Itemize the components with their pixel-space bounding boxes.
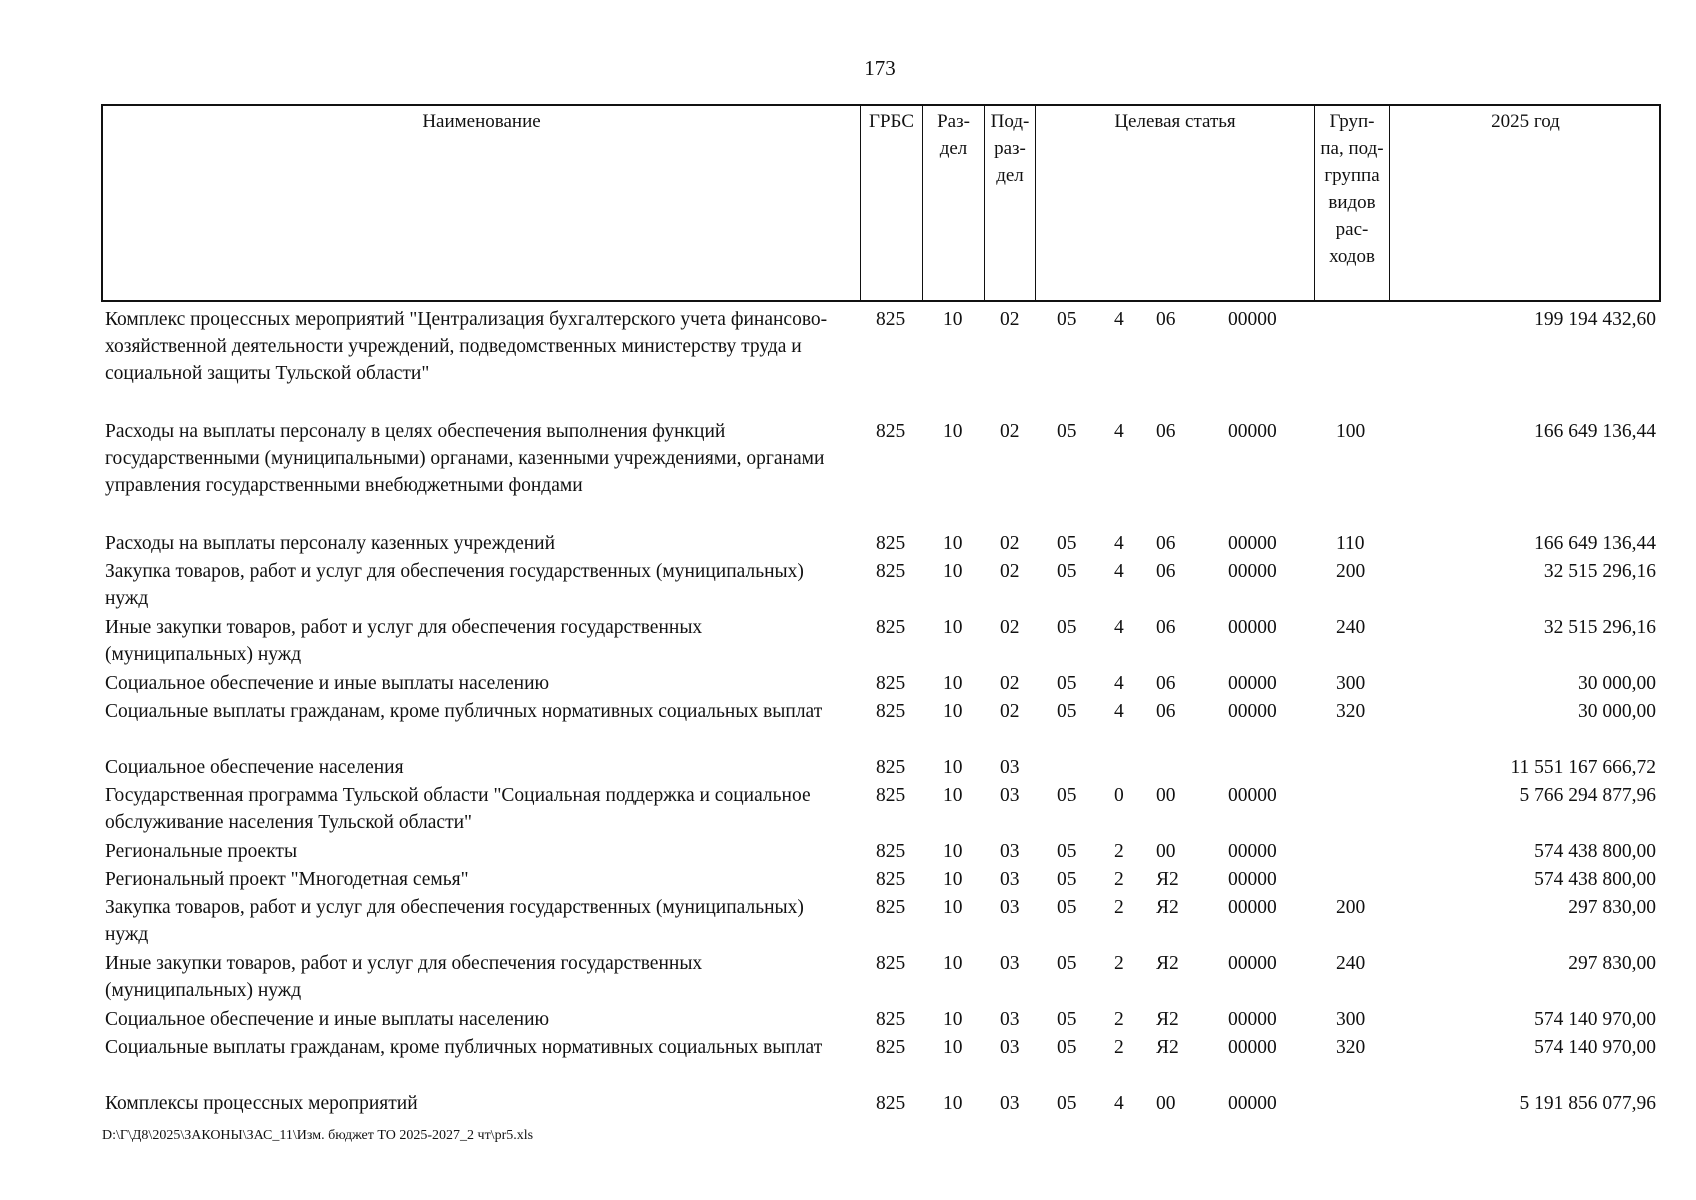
row-name: Государственная программа Тульской области "Социальная поддержка и социальное обслуживание населения Тульской области"	[105, 785, 811, 833]
row-razdel: 10	[943, 701, 963, 722]
row-target-type: 4	[1114, 701, 1124, 722]
row-target-program: 05	[1057, 701, 1077, 722]
row-grbs: 825	[876, 561, 906, 582]
row-name: Региональный проект "Многодетная семья"	[105, 869, 469, 890]
row-podrazdel: 03	[1000, 1093, 1020, 1114]
row-amount: 574 438 800,00	[1534, 841, 1656, 862]
row-target-direction: 00000	[1228, 785, 1277, 806]
row-razdel: 10	[943, 757, 963, 778]
row-grbs: 825	[876, 701, 906, 722]
row-razdel: 10	[943, 421, 963, 442]
header-target-label: Целевая статья	[1114, 111, 1236, 132]
row-podrazdel: 03	[1000, 869, 1020, 890]
row-amount: 297 830,00	[1568, 897, 1656, 918]
row-name: Комплекс процессных мероприятий "Централизация бухгалтерского учета финансово-хозяйственной деятельности учреждений, подведомственных министерству труда и социальной защиты Тульской области"	[105, 309, 828, 384]
row-expense-group: 100	[1336, 421, 1366, 442]
row-target-structure: Я2	[1156, 1037, 1179, 1058]
row-amount: 574 438 800,00	[1534, 869, 1656, 890]
row-amount: 5 191 856 077,96	[1519, 1093, 1656, 1114]
row-target-program: 05	[1057, 533, 1077, 554]
row-target-type: 2	[1114, 841, 1124, 862]
row-target-structure: Я2	[1156, 953, 1179, 974]
row-name: Расходы на выплаты персоналу казенных учреждений	[105, 533, 556, 554]
row-amount: 574 140 970,00	[1534, 1037, 1656, 1058]
row-expense-group: 320	[1336, 701, 1366, 722]
row-target-structure: Я2	[1156, 897, 1179, 918]
row-name: Закупка товаров, работ и услуг для обеспечения государственных (муниципальных) нужд	[105, 561, 804, 609]
header-grbs-label: ГРБС	[868, 111, 914, 132]
row-podrazdel: 03	[1000, 953, 1020, 974]
table-header	[101, 104, 1661, 302]
row-target-direction: 00000	[1228, 701, 1277, 722]
row-target-type: 4	[1114, 421, 1124, 442]
row-target-type: 0	[1114, 785, 1124, 806]
row-expense-group: 320	[1336, 1037, 1366, 1058]
row-target-type: 2	[1114, 869, 1124, 890]
row-name: Расходы на выплаты персоналу в целях обеспечения выполнения функций государственными (муниципальными) органами, казенными учреждениями, органами управления государственными внебюджетными фондами	[105, 421, 825, 496]
row-name: Социальное обеспечение населения	[105, 757, 404, 778]
row-razdel: 10	[943, 561, 963, 582]
row-target-structure: 06	[1156, 617, 1176, 638]
row-grbs: 825	[876, 897, 906, 918]
header-podrazdel-line: дел	[996, 165, 1024, 186]
row-razdel: 10	[943, 1037, 963, 1058]
row-podrazdel: 03	[1000, 841, 1020, 862]
row-target-structure: 00	[1156, 785, 1176, 806]
header-vr-line: рас-	[1335, 219, 1369, 240]
row-amount: 32 515 296,16	[1543, 561, 1656, 582]
row-razdel: 10	[943, 533, 963, 554]
row-podrazdel: 03	[1000, 1037, 1020, 1058]
row-expense-group: 300	[1336, 673, 1366, 694]
row-target-structure: 06	[1156, 309, 1176, 330]
header-razdel	[923, 106, 985, 300]
row-target-program: 05	[1057, 1037, 1077, 1058]
header-vr-line: ходов	[1329, 246, 1375, 267]
header-razdel-line: дел	[939, 138, 968, 159]
row-target-structure: 06	[1156, 673, 1176, 694]
row-name: Комплексы процессных мероприятий	[105, 1093, 418, 1114]
row-amount: 30 000,00	[1578, 701, 1656, 722]
row-target-program: 05	[1057, 953, 1077, 974]
row-grbs: 825	[876, 953, 906, 974]
row-podrazdel: 03	[1000, 1009, 1020, 1030]
row-grbs: 825	[876, 785, 906, 806]
row-razdel: 10	[943, 897, 963, 918]
row-grbs: 825	[876, 533, 906, 554]
header-target	[1036, 106, 1315, 300]
row-podrazdel: 03	[1000, 757, 1020, 778]
row-target-direction: 00000	[1228, 1093, 1277, 1114]
row-target-type: 4	[1114, 673, 1124, 694]
row-target-program: 05	[1057, 1009, 1077, 1030]
row-target-program: 05	[1057, 309, 1077, 330]
row-amount: 32 515 296,16	[1543, 617, 1656, 638]
row-target-type: 4	[1114, 561, 1124, 582]
row-amount: 199 194 432,60	[1534, 309, 1656, 330]
row-podrazdel: 03	[1000, 785, 1020, 806]
row-razdel: 10	[943, 617, 963, 638]
row-amount: 297 830,00	[1568, 953, 1656, 974]
header-year	[1390, 106, 1661, 300]
header-podrazdel-line: Под-	[990, 111, 1030, 132]
row-target-program: 05	[1057, 1093, 1077, 1114]
row-expense-group: 240	[1336, 617, 1366, 638]
row-grbs: 825	[876, 869, 906, 890]
row-target-type: 2	[1114, 897, 1124, 918]
row-amount: 5 766 294 877,96	[1519, 785, 1656, 806]
row-expense-group: 240	[1336, 953, 1366, 974]
row-razdel: 10	[943, 1009, 963, 1030]
header-podrazdel-line: раз-	[994, 138, 1026, 159]
row-razdel: 10	[943, 841, 963, 862]
header-vr-line: группа	[1324, 165, 1380, 186]
row-target-direction: 00000	[1228, 421, 1277, 442]
page-number: 173	[864, 56, 896, 80]
row-amount: 166 649 136,44	[1534, 533, 1656, 554]
row-target-direction: 00000	[1228, 673, 1277, 694]
row-podrazdel: 02	[1000, 309, 1020, 330]
row-podrazdel: 03	[1000, 897, 1020, 918]
row-target-direction: 00000	[1228, 897, 1277, 918]
row-target-structure: 00	[1156, 841, 1176, 862]
row-target-program: 05	[1057, 897, 1077, 918]
row-target-type: 4	[1114, 533, 1124, 554]
row-name: Социальное обеспечение и иные выплаты населению	[105, 673, 550, 694]
row-podrazdel: 02	[1000, 701, 1020, 722]
row-grbs: 825	[876, 617, 906, 638]
header-name	[103, 106, 861, 300]
row-target-structure: 06	[1156, 421, 1176, 442]
row-expense-group: 110	[1336, 533, 1365, 554]
row-podrazdel: 02	[1000, 533, 1020, 554]
row-target-structure: Я2	[1156, 869, 1179, 890]
row-target-direction: 00000	[1228, 1009, 1277, 1030]
row-target-direction: 00000	[1228, 561, 1277, 582]
row-podrazdel: 02	[1000, 421, 1020, 442]
header-vr-line: видов	[1328, 192, 1376, 213]
row-amount: 166 649 136,44	[1534, 421, 1656, 442]
header-grbs	[861, 106, 923, 300]
row-target-program: 05	[1057, 561, 1077, 582]
header-vr-line: па, под-	[1320, 138, 1384, 159]
row-grbs: 825	[876, 1037, 906, 1058]
row-target-direction: 00000	[1228, 533, 1277, 554]
row-target-program: 05	[1057, 841, 1077, 862]
row-expense-group: 300	[1336, 1009, 1366, 1030]
row-target-structure: 06	[1156, 533, 1176, 554]
row-grbs: 825	[876, 757, 906, 778]
row-name: Региональные проекты	[105, 841, 298, 862]
row-grbs: 825	[876, 421, 906, 442]
row-target-structure: 00	[1156, 1093, 1176, 1114]
row-grbs: 825	[876, 1093, 906, 1114]
header-vr	[1315, 106, 1390, 300]
row-target-direction: 00000	[1228, 617, 1277, 638]
row-target-program: 05	[1057, 869, 1077, 890]
file-path-footer: D:\Г\Д8\2025\ЗАКОНЫ\ЗАС_11\Изм. бюджет ТО 2025-2027_2 чт\pr5.xls	[102, 1128, 534, 1143]
row-name: Социальные выплаты гражданам, кроме публичных нормативных социальных выплат	[105, 1037, 823, 1058]
header-vr-line: Груп-	[1329, 111, 1375, 132]
row-grbs: 825	[876, 673, 906, 694]
row-grbs: 825	[876, 309, 906, 330]
row-amount: 11 551 167 666,72	[1510, 757, 1656, 778]
row-expense-group: 200	[1336, 897, 1366, 918]
row-name: Иные закупки товаров, работ и услуг для обеспечения государственных (муниципальных) нужд	[105, 953, 703, 1001]
row-target-program: 05	[1057, 673, 1077, 694]
header-year-label: 2025 год	[1491, 111, 1560, 132]
row-razdel: 10	[943, 953, 963, 974]
row-grbs: 825	[876, 841, 906, 862]
row-name: Иные закупки товаров, работ и услуг для обеспечения государственных (муниципальных) нужд	[105, 617, 703, 665]
row-razdel: 10	[943, 869, 963, 890]
row-amount: 574 140 970,00	[1534, 1009, 1656, 1030]
row-grbs: 825	[876, 1009, 906, 1030]
row-razdel: 10	[943, 785, 963, 806]
row-podrazdel: 02	[1000, 561, 1020, 582]
row-name: Закупка товаров, работ и услуг для обеспечения государственных (муниципальных) нужд	[105, 897, 804, 945]
row-target-type: 2	[1114, 953, 1124, 974]
row-target-direction: 00000	[1228, 1037, 1277, 1058]
row-razdel: 10	[943, 309, 963, 330]
row-target-program: 05	[1057, 785, 1077, 806]
row-target-structure: 06	[1156, 701, 1176, 722]
row-podrazdel: 02	[1000, 617, 1020, 638]
row-target-type: 2	[1114, 1009, 1124, 1030]
row-podrazdel: 02	[1000, 673, 1020, 694]
header-razdel-line: Раз-	[937, 111, 970, 132]
row-target-direction: 00000	[1228, 953, 1277, 974]
row-target-program: 05	[1057, 421, 1077, 442]
row-target-direction: 00000	[1228, 841, 1277, 862]
header-name-label: Наименование	[422, 111, 541, 132]
row-target-direction: 00000	[1228, 869, 1277, 890]
row-expense-group: 200	[1336, 561, 1366, 582]
row-target-type: 2	[1114, 1037, 1124, 1058]
row-target-type: 4	[1114, 617, 1124, 638]
row-target-structure: Я2	[1156, 1009, 1179, 1030]
row-razdel: 10	[943, 1093, 963, 1114]
header-podrazdel	[985, 106, 1036, 300]
row-name: Социальное обеспечение и иные выплаты населению	[105, 1009, 550, 1030]
row-name: Социальные выплаты гражданам, кроме публичных нормативных социальных выплат	[105, 701, 823, 722]
row-amount: 30 000,00	[1578, 673, 1656, 694]
row-target-type: 4	[1114, 309, 1124, 330]
row-target-type: 4	[1114, 1093, 1124, 1114]
row-target-program: 05	[1057, 617, 1077, 638]
row-target-structure: 06	[1156, 561, 1176, 582]
row-target-direction: 00000	[1228, 309, 1277, 330]
row-razdel: 10	[943, 673, 963, 694]
